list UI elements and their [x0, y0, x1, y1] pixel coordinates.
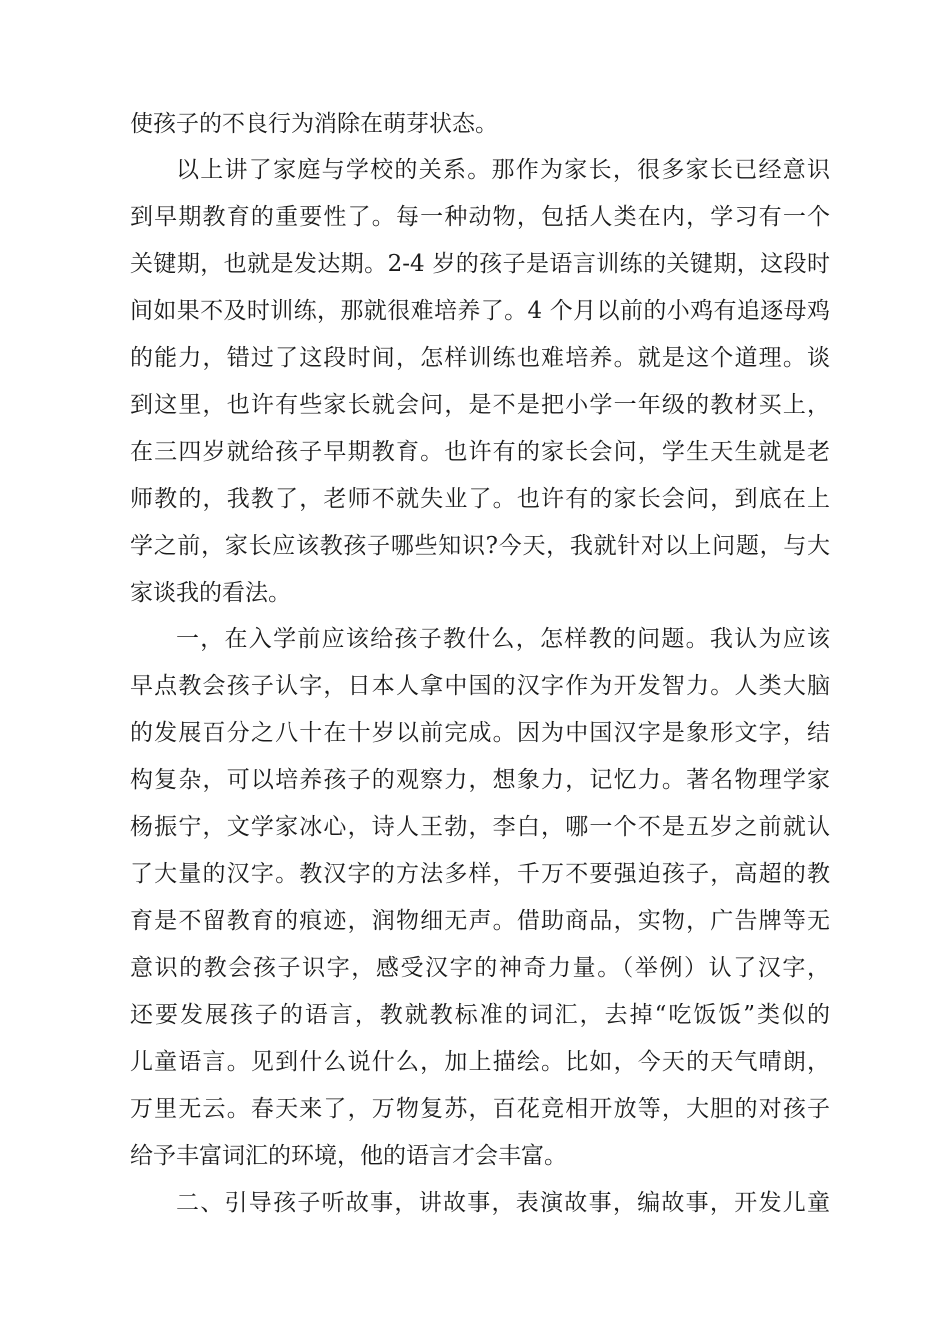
- text-line: 师教的，我教了，老师不就失业了。也许有的家长会问，到底在上: [130, 486, 830, 512]
- text-line: 使孩子的不良行为消除在萌芽状态。: [130, 111, 498, 137]
- text-line: 学之前，家长应该教孩子哪些知识?今天，我就针对以上问题，与大: [130, 533, 830, 559]
- text-line: 家谈我的看法。: [130, 580, 291, 606]
- text-line: 还要发展孩子的语言，教就教标准的词汇，去掉“吃饭饭”类似的: [130, 1002, 830, 1028]
- text-line: 了大量的汉字。教汉字的方法多样，千万不要强迫孩子，高超的教: [130, 861, 830, 887]
- text-line: 二、引导孩子听故事，讲故事，表演故事，编故事，开发儿童: [176, 1190, 830, 1216]
- text-line: 意识的教会孩子识字，感受汉字的神奇力量。（举例）认了汉字，: [130, 955, 830, 981]
- text-line: 给予丰富词汇的环境，他的语言才会丰富。: [130, 1143, 567, 1169]
- text-line: 构复杂，可以培养孩子的观察力，想象力，记忆力。著名物理学家: [130, 767, 830, 793]
- text-line: 的发展百分之八十在十岁以前完成。因为中国汉字是象形文字，结: [130, 720, 830, 746]
- text-line: 以上讲了家庭与学校的关系。那作为家长，很多家长已经意识: [176, 157, 830, 183]
- text-line: 在三四岁就给孩子早期教育。也许有的家长会问，学生天生就是老: [130, 439, 830, 465]
- text-line: 间如果不及时训练，那就很难培养了。4 个月以前的小鸡有追逐母鸡: [130, 298, 830, 324]
- text-line: 一，在入学前应该给孩子教什么，怎样教的问题。我认为应该: [176, 626, 830, 652]
- text-line: 育是不留教育的痕迹，润物细无声。借助商品，实物，广告牌等无: [130, 908, 830, 934]
- text-line: 儿童语言。见到什么说什么，加上描绘。比如，今天的天气晴朗，: [130, 1049, 830, 1075]
- text-line: 到这里，也许有些家长就会问，是不是把小学一年级的教材买上，: [130, 392, 830, 418]
- text-line: 关键期，也就是发达期。2-4 岁的孩子是语言训练的关键期，这段时: [130, 251, 830, 277]
- text-line: 到早期教育的重要性了。每一种动物，包括人类在内，学习有一个: [130, 204, 830, 230]
- text-line: 的能力，错过了这段时间，怎样训练也难培养。就是这个道理。谈: [130, 345, 830, 371]
- text-line: 早点教会孩子认字，日本人拿中国的汉字作为开发智力。人类大脑: [130, 673, 830, 699]
- text-line: 杨振宁，文学家冰心，诗人王勃，李白，哪一个不是五岁之前就认: [130, 814, 830, 840]
- text-line: 万里无云。春天来了，万物复苏，百花竞相开放等，大胆的对孩子: [130, 1096, 830, 1122]
